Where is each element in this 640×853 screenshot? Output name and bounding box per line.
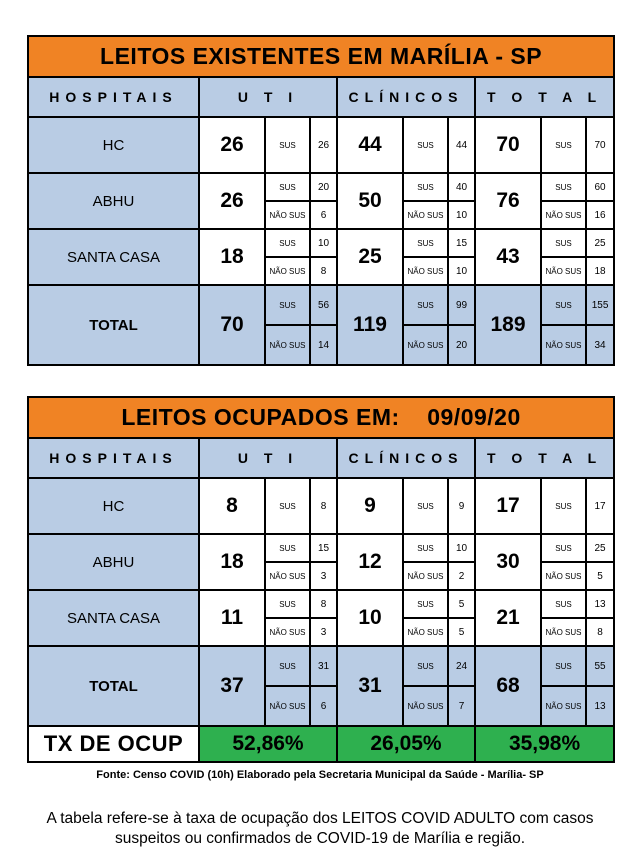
total-count: 76 — [475, 173, 541, 229]
table-row — [28, 117, 614, 173]
sus-label: SUS — [541, 534, 586, 562]
clinicos-count: 9 — [337, 478, 403, 534]
nao-sus-label: NÃO SUS — [265, 325, 310, 365]
table-row — [28, 534, 614, 562]
uti-sus-total: 56 — [310, 285, 337, 325]
total-nao-sus-total: 13 — [586, 686, 614, 726]
uti-sus-value: 20 — [310, 173, 337, 201]
nao-sus-label: NÃO SUS — [541, 325, 586, 365]
clinicos-sus-value: 9 — [448, 478, 475, 534]
header-clinicos: CLÍNICOS — [337, 438, 475, 478]
sus-label: SUS — [403, 173, 448, 201]
sus-label: SUS — [265, 229, 310, 257]
table-row — [28, 590, 614, 618]
taxa-clinicos: 26,05% — [337, 726, 475, 762]
hospital-name: SANTA CASA — [28, 229, 199, 285]
sus-label: SUS — [541, 590, 586, 618]
clinicos-sus-total: 24 — [448, 646, 475, 686]
sus-label: SUS — [265, 534, 310, 562]
nao-sus-label: NÃO SUS — [265, 618, 310, 646]
nao-sus-label: NÃO SUS — [541, 257, 586, 285]
clinicos-sus-value: 40 — [448, 173, 475, 201]
uti-count: 18 — [199, 534, 265, 590]
clinicos-nao-sus-value: 10 — [448, 201, 475, 229]
clinicos-count: 12 — [337, 534, 403, 590]
hospital-name: ABHU — [28, 173, 199, 229]
sus-label: SUS — [403, 534, 448, 562]
existentes-title: LEITOS EXISTENTES EM MARÍLIA - SP — [28, 36, 614, 77]
sus-label: SUS — [265, 590, 310, 618]
uti-sus-value: 8 — [310, 478, 337, 534]
total-nao-sus-value: 5 — [586, 562, 614, 590]
table-row — [28, 229, 614, 257]
nao-sus-label: NÃO SUS — [541, 618, 586, 646]
uti-sus-total: 31 — [310, 646, 337, 686]
taxa-ocupacao-label: TX DE OCUP — [28, 726, 199, 762]
table-row-total — [28, 646, 614, 686]
uti-sus-value: 10 — [310, 229, 337, 257]
uti-total: 37 — [199, 646, 265, 726]
uti-count: 11 — [199, 590, 265, 646]
header-total: T O T A L — [475, 77, 614, 117]
hospital-name: HC — [28, 117, 199, 173]
total-sus-value: 70 — [586, 117, 614, 173]
total-count: 30 — [475, 534, 541, 590]
grand-total: 68 — [475, 646, 541, 726]
sus-label: SUS — [265, 285, 310, 325]
nao-sus-label: NÃO SUS — [541, 562, 586, 590]
uti-nao-sus-total: 14 — [310, 325, 337, 365]
clinicos-sus-value: 10 — [448, 534, 475, 562]
header-hospitais: HOSPITAIS — [28, 77, 199, 117]
clinicos-count: 50 — [337, 173, 403, 229]
total-sus-value: 13 — [586, 590, 614, 618]
leitos-ocupados-table — [27, 396, 615, 763]
nao-sus-label: NÃO SUS — [403, 686, 448, 726]
nao-sus-label: NÃO SUS — [403, 325, 448, 365]
total-count: 17 — [475, 478, 541, 534]
nao-sus-label: NÃO SUS — [541, 201, 586, 229]
clinicos-sus-value: 44 — [448, 117, 475, 173]
uti-sus-value: 15 — [310, 534, 337, 562]
total-sus-total: 155 — [586, 285, 614, 325]
sus-label: SUS — [265, 478, 310, 534]
taxa-ocupacao-row — [28, 726, 614, 762]
total-nao-sus-value: 8 — [586, 618, 614, 646]
nao-sus-label: NÃO SUS — [265, 562, 310, 590]
total-sus-total: 55 — [586, 646, 614, 686]
clinicos-nao-sus-value: 5 — [448, 618, 475, 646]
clinicos-count: 25 — [337, 229, 403, 285]
total-nao-sus-value: 18 — [586, 257, 614, 285]
clinicos-nao-sus-value: 2 — [448, 562, 475, 590]
sus-label: SUS — [403, 646, 448, 686]
sus-label: SUS — [265, 117, 310, 173]
taxa-uti: 52,86% — [199, 726, 337, 762]
clinicos-count: 44 — [337, 117, 403, 173]
source-note: Fonte: Censo COVID (10h) Elaborado pela Secretaria Municipal da Saúde - Marília- SP — [96, 769, 544, 781]
nao-sus-label: NÃO SUS — [265, 257, 310, 285]
nao-sus-label: NÃO SUS — [541, 686, 586, 726]
header-total: T O T A L — [475, 438, 614, 478]
nao-sus-label: NÃO SUS — [265, 201, 310, 229]
uti-nao-sus-value: 3 — [310, 618, 337, 646]
sus-label: SUS — [541, 285, 586, 325]
ocupados-title: LEITOS OCUPADOS EM: 09/09/20 — [28, 397, 614, 438]
sus-label: SUS — [541, 478, 586, 534]
header-uti: U T I — [199, 77, 337, 117]
leitos-existentes-table — [27, 35, 615, 366]
uti-nao-sus-value: 6 — [310, 201, 337, 229]
total-count: 43 — [475, 229, 541, 285]
uti-sus-value: 8 — [310, 590, 337, 618]
uti-nao-sus-total: 6 — [310, 686, 337, 726]
sus-label: SUS — [403, 229, 448, 257]
table-row-total — [28, 285, 614, 325]
nao-sus-label: NÃO SUS — [403, 201, 448, 229]
nao-sus-label: NÃO SUS — [403, 257, 448, 285]
total-nao-sus-total: 34 — [586, 325, 614, 365]
header-uti: U T I — [199, 438, 337, 478]
clinicos-sus-value: 15 — [448, 229, 475, 257]
uti-sus-value: 26 — [310, 117, 337, 173]
header-hospitais: HOSPITAIS — [28, 438, 199, 478]
uti-total: 70 — [199, 285, 265, 365]
sus-label: SUS — [541, 117, 586, 173]
sus-label: SUS — [403, 117, 448, 173]
sus-label: SUS — [265, 646, 310, 686]
total-sus-value: 25 — [586, 534, 614, 562]
total-sus-value: 17 — [586, 478, 614, 534]
clinicos-sus-value: 5 — [448, 590, 475, 618]
clinicos-sus-total: 99 — [448, 285, 475, 325]
total-label: TOTAL — [28, 285, 199, 365]
clinicos-nao-sus-total: 20 — [448, 325, 475, 365]
hospital-name: HC — [28, 478, 199, 534]
sus-label: SUS — [403, 590, 448, 618]
clinicos-count: 10 — [337, 590, 403, 646]
table-row — [28, 478, 614, 534]
total-count: 21 — [475, 590, 541, 646]
uti-nao-sus-value: 3 — [310, 562, 337, 590]
clinicos-total: 31 — [337, 646, 403, 726]
sus-label: SUS — [541, 173, 586, 201]
taxa-total: 35,98% — [475, 726, 614, 762]
sus-label: SUS — [403, 285, 448, 325]
grand-total: 189 — [475, 285, 541, 365]
uti-nao-sus-value: 8 — [310, 257, 337, 285]
hospital-name: SANTA CASA — [28, 590, 199, 646]
sus-label: SUS — [541, 646, 586, 686]
nao-sus-label: NÃO SUS — [403, 618, 448, 646]
header-clinicos: CLÍNICOS — [337, 77, 475, 117]
hospital-name: ABHU — [28, 534, 199, 590]
uti-count: 8 — [199, 478, 265, 534]
uti-count: 26 — [199, 117, 265, 173]
uti-count: 18 — [199, 229, 265, 285]
clinicos-nao-sus-total: 7 — [448, 686, 475, 726]
footnote: A tabela refere-se à taxa de ocupação dos LEITOS COVID ADULTO com casos suspeitos ou confirmados de COVID-19 de Marília e região. — [46, 810, 594, 847]
clinicos-nao-sus-value: 10 — [448, 257, 475, 285]
total-label: TOTAL — [28, 646, 199, 726]
clinicos-total: 119 — [337, 285, 403, 365]
table-row — [28, 173, 614, 201]
total-nao-sus-value: 16 — [586, 201, 614, 229]
total-sus-value: 60 — [586, 173, 614, 201]
total-sus-value: 25 — [586, 229, 614, 257]
total-count: 70 — [475, 117, 541, 173]
uti-count: 26 — [199, 173, 265, 229]
nao-sus-label: NÃO SUS — [265, 686, 310, 726]
nao-sus-label: NÃO SUS — [403, 562, 448, 590]
sus-label: SUS — [403, 478, 448, 534]
sus-label: SUS — [541, 229, 586, 257]
sus-label: SUS — [265, 173, 310, 201]
